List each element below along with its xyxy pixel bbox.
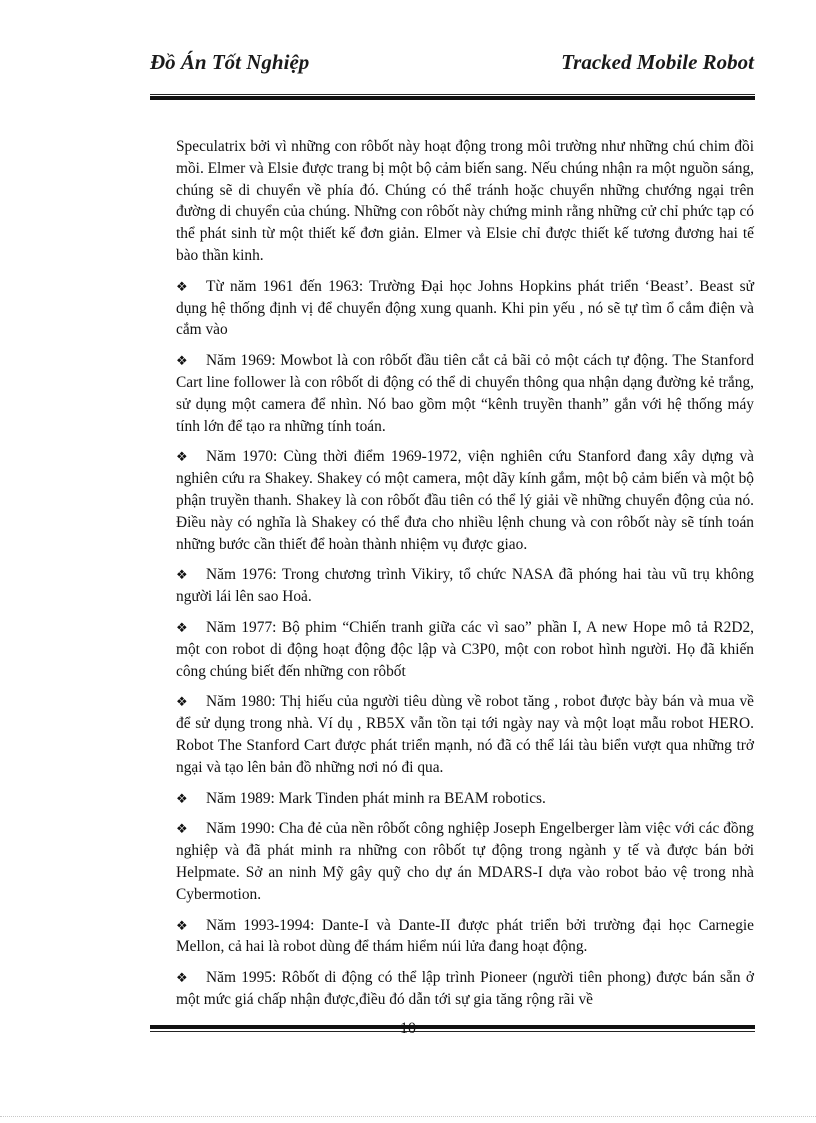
header-left-title: Đồ Án Tốt Nghiệp [150,50,310,74]
header-rule-thin [150,94,755,95]
diamond-bullet-icon: ❖ [176,619,188,635]
history-item [176,818,754,905]
history-item-text: Từ năm 1961 đến 1963: Trường Đại học Johns Hopkins phát triển ‘Beast’. Beast sử dụng hệ thống định vị để chuyển động xung quanh. Khi pin yếu , nó sẽ tự tìm ổ cắm điện và cắm vào [176,277,754,339]
history-item [176,276,754,341]
history-item-text: Năm 1980: Thị hiếu của người tiêu dùng về robot tăng , robot được bày bán và mua về để sử dụng trong nhà. Ví dụ , RB5X vẫn tồn tại tới ngày nay và một loạt mẫu robot HERO. Robot The Stanford Cart được phát triển mạnh, nó đã có thể lái tàu biển vượt qua những trở ngại và tạo lên bản đồ những nơi nó đi qua. [176,693,754,776]
history-item-text: Năm 1977: Bộ phim “Chiến tranh giữa các vì sao” phần I, A new Hope mô tả R2D2, một con robot di động hoạt động độc lập và C3P0, một con robot hình người. Họ đã khiến công chúng biết đến những con rôbốt [176,618,754,680]
diamond-bullet-icon: ❖ [176,821,188,837]
diamond-bullet-icon: ❖ [176,278,188,294]
diamond-bullet-icon: ❖ [176,917,188,933]
history-item-text: Năm 1969: Mowbot là con rôbốt đầu tiên cắt cả bãi cỏ một cách tự động. The Stanford Cart line follower là con rôbốt di động có thể di chuyển thông qua nhận dạng đường kẻ trắng, sử dụng một camera để nhìn. Nó bao gồm một “kênh truyền thanh” gắn với hệ thống máy tính lớn để tạo ra những tính toán. [176,352,754,435]
page-header [150,50,754,80]
history-item [176,617,754,682]
page-edge-divider [0,1116,816,1117]
header-right-title: Tracked Mobile Robot [561,50,754,74]
history-item [176,967,754,1011]
diamond-bullet-icon: ❖ [176,694,188,710]
history-item-text: Năm 1993-1994: Dante-I và Dante-II được phát triển bởi trường đại học Carnegie Mellon, cả hai là robot dùng để thám hiểm núi lửa đang hoạt động. [176,916,754,956]
page-number: 10 [400,1020,416,1037]
diamond-bullet-icon: ❖ [176,970,188,986]
diamond-bullet-icon: ❖ [176,353,188,369]
history-item-text: Năm 1990: Cha đẻ của nền rôbốt công nghiệp Joseph Engelberger làm việc với các đồng nghiệp và đã phát minh ra những con rôbốt tự động trong ngành y tế và được bán bởi Helpmate. Sở an ninh Mỹ gây quỹ cho dự án MDARS-I dựa vào robot bảo vệ trong nhà Cybermotion. [176,820,754,903]
history-item-text: Năm 1970: Cùng thời điểm 1969-1972, viện nghiên cứu Stanford đang xây dựng và nghiên cứu ra Shakey. Shakey có một camera, một dãy kính gắm, một bộ cảm biến và một bộ phận truyền thanh. Shakey là con rôbốt đầu tiên có thể lý giải về những chuyển động của nó. Điều này có nghĩa là Shakey có thể đưa cho nhiều lệnh chung và con rôbốt này sẽ tính toán những bước cần thiết để hoàn thành nhiệm vụ được giao. [176,448,754,553]
history-item [176,691,754,778]
diamond-bullet-icon: ❖ [176,790,188,806]
history-list [176,276,754,1011]
intro-paragraph: Speculatrix bởi vì những con rôbốt này hoạt động trong môi trường như những chú chim đồi mồi. Elmer và Elsie được trang bị một bộ cảm biến sang. Nếu chúng nhận ra một nguồn sáng, chúng sẽ di chuyển về phía đó. Chúng có thể tránh hoặc chuyển những chướng ngại trên đường di chuyển của chúng. Những con rôbốt này chứng minh rằng những cử chỉ phức tạp có thể phát sinh từ một thiết kế đơn giản. Elmer và Elsie chỉ được thiết kế tương đương hai tế bào thần kinh. [176,138,754,264]
body-text [176,136,754,1020]
history-item [176,564,754,608]
diamond-bullet-icon: ❖ [176,567,188,583]
history-item [176,915,754,959]
header-rule-thick [150,96,755,100]
diamond-bullet-icon: ❖ [176,449,188,465]
history-item [176,446,754,555]
history-item [176,788,754,810]
history-item-text: Năm 1995: Rôbốt di động có thể lập trình Pioneer (người tiên phong) được bán sẵn ở một mức giá chấp nhận được,điều đó dẫn tới sự gia tăng rộng rãi về [176,969,754,1008]
history-item [176,350,754,437]
history-item-text: Năm 1976: Trong chương trình Vikiry, tổ chức NASA đã phóng hai tàu vũ trụ không người lái lên sao Hoả. [176,566,754,606]
history-item-text: Năm 1989: Mark Tinden phát minh ra BEAM robotics. [206,789,546,807]
